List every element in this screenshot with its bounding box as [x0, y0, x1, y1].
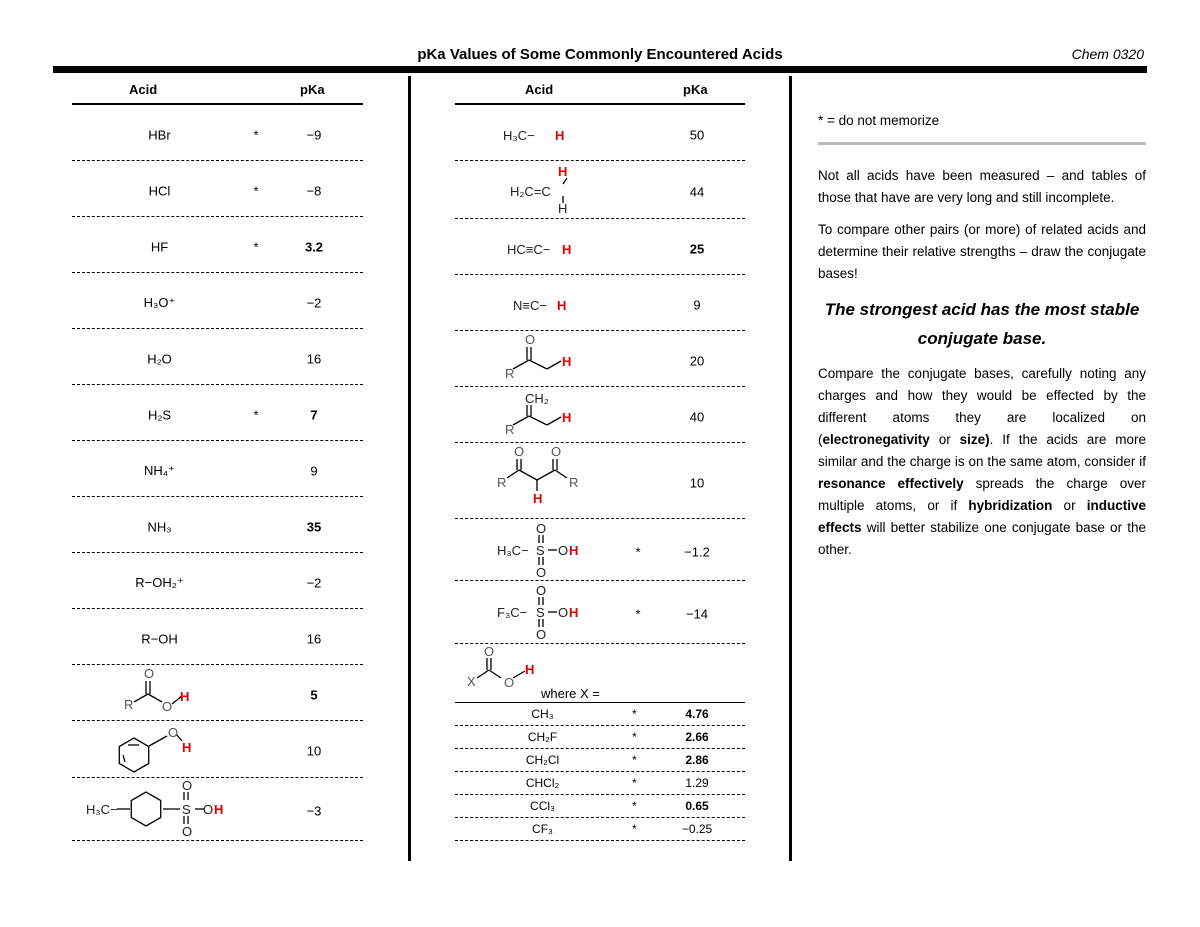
pka-value: −8: [306, 183, 322, 198]
do-not-memorize-marker: *: [632, 753, 637, 767]
x-substituent-row: [455, 749, 745, 772]
acid-name: H₃O⁺: [143, 294, 176, 310]
ethene-label: H₂C=C: [510, 184, 551, 199]
pka-value: 10: [689, 475, 705, 490]
sulfonyl-o-label: O: [536, 627, 547, 642]
pka-value: 9: [693, 297, 701, 312]
do-not-memorize-marker: *: [632, 707, 637, 721]
acid-column-header: Acid: [129, 82, 158, 97]
methyl-label: H₃C−: [497, 543, 529, 558]
sulfonyl-o-label: O: [182, 778, 193, 793]
toluenesulfonic-acid-structure: [72, 778, 247, 840]
phenol-structure: [72, 721, 247, 776]
x-substituent-row: [455, 726, 745, 749]
pka-value: 25: [689, 241, 705, 256]
do-not-memorize-marker: *: [253, 407, 259, 422]
carbonyl-o-label: O: [514, 444, 525, 459]
sulfur-label: S: [536, 605, 545, 620]
acidic-h-label: H: [569, 605, 579, 620]
do-not-memorize-marker: *: [253, 239, 259, 254]
acid-structure: [455, 105, 630, 160]
pka-value: 5: [310, 687, 318, 702]
acidic-h-label: H: [562, 242, 572, 257]
acid-name: H₂O: [147, 351, 172, 366]
pka-value: 40: [689, 409, 705, 424]
acidic-h-label: H: [557, 298, 567, 313]
carboxylic-acid-row: [455, 644, 745, 702]
notes-paragraph-2: To compare other pairs (or more) of related acids and determine their relative strengths – draw the conjugate bases!: [818, 222, 1146, 281]
acidic-h-label: H: [533, 491, 543, 506]
acidic-h-label: H: [562, 354, 572, 369]
acidic-h-label: H: [525, 662, 535, 677]
acidic-h-label: H: [569, 543, 579, 558]
middle-pka-table: [455, 78, 745, 841]
pka-column-header: pKa: [300, 82, 325, 97]
methyl-label: H₃C−: [503, 128, 535, 143]
notes-panel: [818, 110, 1146, 571]
do-not-memorize-marker: *: [632, 799, 637, 813]
middle-table-row: [455, 443, 745, 519]
pka-value: 16: [306, 631, 322, 646]
column-divider-right: [789, 76, 792, 861]
acid-structure: [455, 443, 630, 518]
pka-value: 1.29: [685, 776, 709, 790]
acid-structure: [455, 161, 630, 218]
pka-value: 16: [306, 351, 322, 366]
pka-value: −3: [306, 803, 322, 819]
hydroxyl-o-label: O: [203, 802, 214, 817]
x-substituent-label: CH₃: [531, 707, 554, 721]
left-table-row: [72, 778, 363, 841]
do-not-memorize-marker: *: [632, 822, 637, 836]
acid-name: R−OH₂⁺: [135, 574, 184, 590]
do-not-memorize-marker: *: [635, 606, 641, 622]
left-table-row: [72, 441, 363, 497]
carbonyl-o-label: O: [551, 444, 562, 459]
x-substituent-label: CF₃: [532, 822, 553, 836]
pka-value: 44: [689, 184, 705, 199]
x-substituent-label: CH₂Cl: [525, 753, 560, 767]
pka-value: 10: [306, 743, 322, 759]
acid-structure: [455, 519, 630, 580]
acid-structure: [455, 275, 630, 330]
acid-name: R−OH: [141, 631, 178, 646]
middle-table-row: [455, 331, 745, 387]
key-principle: The strongest acid has the most stable conjugate base.: [824, 300, 1140, 348]
pka-value: −2: [306, 575, 322, 590]
pka-value: 9: [310, 463, 318, 478]
hydroxyl-o-label: O: [558, 605, 569, 620]
do-not-memorize-marker: *: [253, 183, 259, 198]
r-group-label: R: [505, 422, 515, 437]
top-rule: [53, 66, 1147, 73]
notes-divider: [818, 142, 1146, 145]
sulfur-label: S: [536, 543, 545, 558]
notes-paragraph-1: Not all acids have been measured – and tables of those that have are very long and still incomplete.: [818, 168, 1146, 205]
x-substituent-table: [455, 702, 745, 841]
acid-name: NH₄⁺: [144, 462, 175, 478]
do-not-memorize-marker: *: [632, 730, 637, 744]
pka-value: 35: [306, 519, 322, 534]
x-substituent-row: [455, 795, 745, 818]
column-divider-left: [408, 76, 411, 861]
page-title: pKa Values of Some Commonly Encountered Acids: [417, 46, 783, 63]
acid-name: HCl: [148, 183, 171, 198]
pka-value: 20: [689, 353, 705, 368]
sulfur-label: S: [182, 802, 191, 817]
x-substituent-row: [455, 702, 745, 726]
sulfonyl-o-label: O: [536, 583, 547, 598]
x-substituent-row: [455, 772, 745, 795]
acidic-h-label: H: [562, 410, 572, 425]
carbonyl-o-label: O: [144, 666, 155, 681]
acidic-h-label: H: [558, 164, 568, 179]
methyl-label: F₃C−: [497, 605, 528, 620]
pka-value: −0.25: [681, 822, 713, 836]
middle-table-row: [455, 105, 745, 161]
sulfonyl-o-label: O: [182, 824, 193, 839]
acidic-h-label: H: [555, 128, 565, 143]
phenol-o-label: O: [168, 725, 179, 740]
pka-value: 50: [689, 127, 705, 142]
left-table-row: [72, 609, 363, 665]
x-substituent-label: CHCl₂: [525, 776, 560, 790]
hydroxyl-o-label: O: [162, 699, 173, 714]
acidic-h-label: H: [214, 802, 224, 817]
sulfonyl-o-label: O: [536, 521, 547, 536]
r-group-label: R: [569, 475, 579, 490]
carboxylic-acid-structure: [72, 665, 247, 720]
acid-structure: [455, 387, 630, 442]
left-table-row: [72, 665, 363, 721]
left-pka-table: [72, 78, 363, 841]
methyl-label: H₃C−: [86, 802, 118, 817]
x-label: X: [467, 674, 476, 689]
x-substituent-row: [455, 818, 745, 841]
acid-name: HBr: [148, 127, 171, 142]
acid-column-header: Acid: [525, 82, 554, 97]
left-table-row: [72, 497, 363, 553]
pka-value: −1.2: [684, 544, 710, 559]
course-label: Chem 0320: [1071, 46, 1144, 62]
middle-table-row: [455, 519, 745, 581]
hydroxyl-o-label: O: [504, 675, 515, 690]
acid-name: H₂S: [147, 407, 172, 422]
hydroxyl-o-label: O: [558, 543, 569, 558]
carbonyl-o-label: O: [484, 644, 495, 659]
acid-structure: [455, 581, 630, 643]
acidic-h-label: H: [182, 740, 192, 755]
r-group-label: R: [497, 475, 507, 490]
left-table-row: [72, 105, 363, 161]
nitrile-label: N≡C−: [513, 298, 547, 313]
acetylene-label: HC≡C−: [507, 242, 551, 257]
pka-value: 4.76: [685, 707, 709, 721]
left-table-row: [72, 385, 363, 441]
do-not-memorize-marker: *: [635, 544, 641, 559]
left-table-row: [72, 329, 363, 385]
pka-column-header: pKa: [683, 82, 708, 97]
pka-value: −9: [306, 127, 322, 142]
left-table-row: [72, 553, 363, 609]
r-group-label: R: [124, 697, 134, 712]
pka-value: −14: [685, 606, 709, 622]
pka-value: −2: [306, 295, 322, 310]
carboxylic-acid-structure: [455, 644, 655, 702]
r-group-label: R: [505, 366, 515, 381]
do-not-memorize-marker: *: [253, 127, 259, 142]
middle-table-row: [455, 161, 745, 219]
pka-value: 3.2: [304, 239, 324, 254]
left-table-row: [72, 721, 363, 778]
middle-table-header: [455, 78, 745, 105]
left-table-row: [72, 161, 363, 217]
left-table-row: [72, 217, 363, 273]
middle-table-row: [455, 219, 745, 275]
x-substituent-label: CCl₃: [530, 799, 555, 813]
middle-table-row: [455, 581, 745, 644]
sulfonyl-o-label: O: [536, 565, 547, 580]
acid-name: HF: [150, 239, 169, 254]
acid-structure: [455, 331, 630, 386]
left-table-header: [72, 78, 363, 105]
where-x-label: where X =: [541, 686, 600, 701]
acidic-h-label: H: [180, 689, 190, 704]
left-table-row: [72, 273, 363, 329]
middle-table-row: [455, 387, 745, 443]
pka-value: 2.66: [685, 730, 709, 744]
memorize-note: * = do not memorize: [818, 113, 940, 128]
acid-structure: [455, 219, 630, 274]
carbonyl-o-label: O: [525, 332, 536, 347]
middle-table-row: [455, 275, 745, 331]
pka-value: 0.65: [685, 799, 709, 813]
acid-name: NH₃: [147, 519, 172, 534]
x-substituent-label: CH₂F: [527, 730, 558, 744]
notes-paragraph-3: Compare the conjugate bases, carefully noting any charges and how they would be effected by the different atoms they are localized on (electronegativity or size). If the acids are more similar and the charge is on the same atom, consider if resonance effectively spreads the charge over multiple atoms, or if hybridization or inductive effects will better stabilize one conjugate base or the other.: [818, 366, 1146, 557]
pka-value: 7: [310, 407, 318, 422]
pka-value: 2.86: [685, 753, 709, 767]
methylene-label: CH₂: [525, 391, 549, 406]
do-not-memorize-marker: *: [632, 776, 637, 790]
vinyl-h-label: H: [558, 201, 568, 216]
